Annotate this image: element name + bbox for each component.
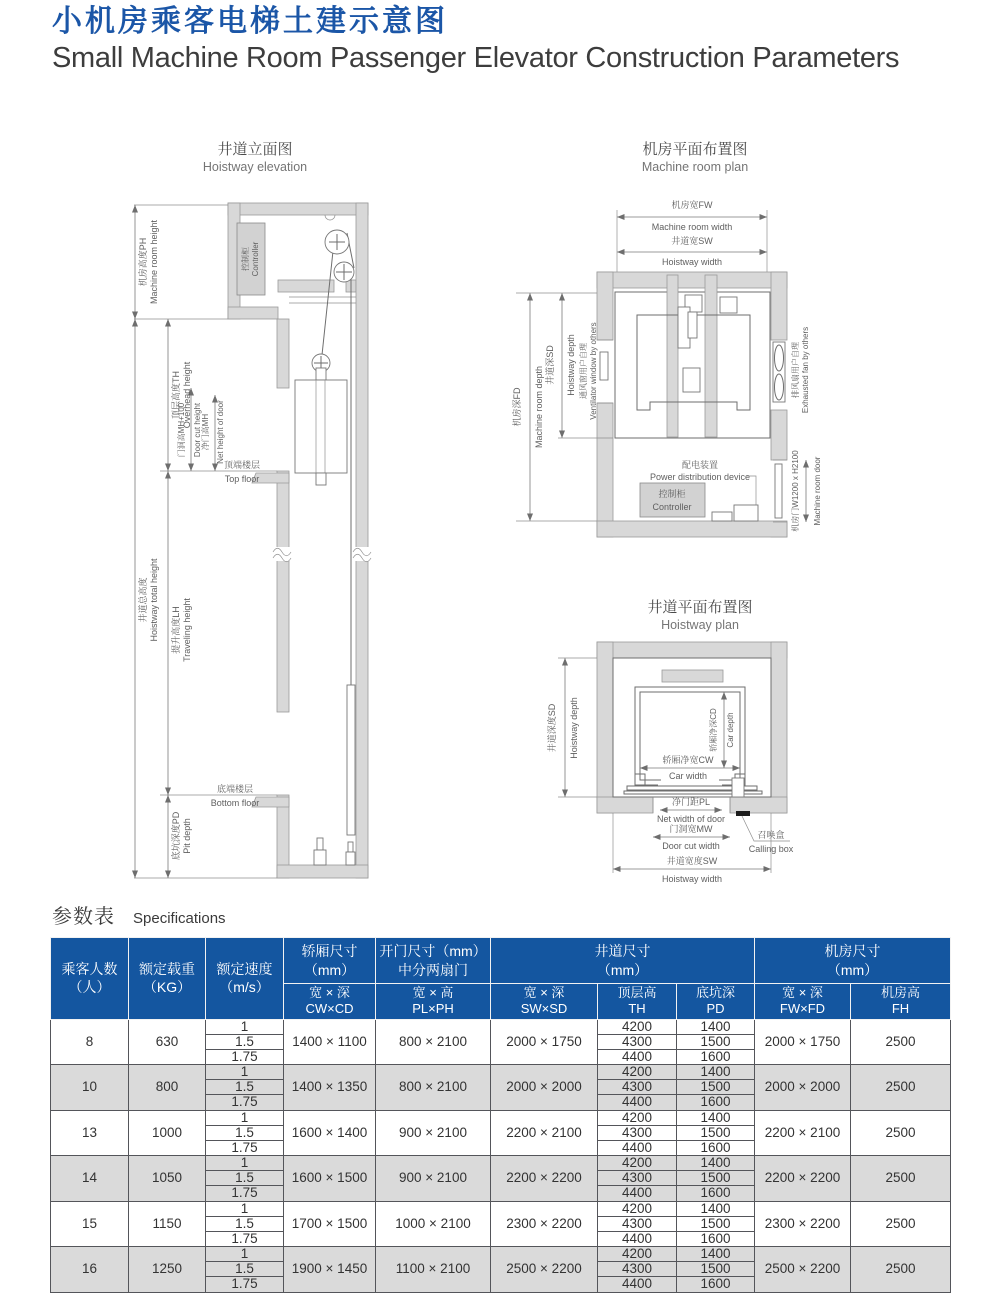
elev-title-en: Hoistway elevation bbox=[202, 160, 308, 174]
mrplan-label-controller-en: Controller bbox=[652, 502, 692, 512]
elev-label-topfloor-zh: 顶端楼层 bbox=[223, 460, 261, 470]
spec-table-body bbox=[51, 1019, 951, 1292]
spec-cell-load: 1150 bbox=[129, 1201, 206, 1247]
spec-table bbox=[50, 937, 951, 1293]
spec-cell-hoistway-size: 2000 × 1750 bbox=[491, 1019, 598, 1065]
spec-cell-pit-depth: 1600 bbox=[677, 1140, 755, 1155]
spec-cell-pit-depth: 1400 bbox=[677, 1019, 755, 1034]
spec-cell-pit-depth: 1500 bbox=[677, 1080, 755, 1095]
page-title-en: Small Machine Room Passenger Elevator Construction Parameters bbox=[52, 42, 900, 74]
spec-cell-car-size: 1600 × 1500 bbox=[284, 1156, 376, 1202]
spec-cell-machine-room-height: 2500 bbox=[851, 1065, 951, 1111]
spec-cell-speed: 1.75 bbox=[206, 1140, 284, 1155]
spec-cell-pit-depth: 1500 bbox=[677, 1216, 755, 1231]
hwplan-label-cd-zh: 轿厢净深CD bbox=[709, 708, 718, 752]
spec-cell-top-floor-height: 4400 bbox=[598, 1186, 677, 1201]
hwplan-label-pl-zh: 净门距PL bbox=[671, 797, 711, 807]
spec-cell-load: 1000 bbox=[129, 1110, 206, 1156]
elev-label-lh-en: Traveling height bbox=[182, 598, 192, 662]
spec-cell-top-floor-height: 4200 bbox=[598, 1156, 677, 1171]
hwplan-car bbox=[613, 658, 771, 816]
spec-cell-machine-room-size: 2300 × 2200 bbox=[755, 1201, 851, 1247]
elev-label-mh100-en: Door cut height bbox=[193, 402, 202, 458]
elev-dimensions bbox=[135, 205, 215, 878]
elev-label-mh100-zh: 门洞高MH+100 bbox=[177, 402, 186, 458]
spec-cell-car-size: 1400 × 1100 bbox=[284, 1019, 376, 1065]
mrplan-label-sd-en: Hoistway depth bbox=[566, 334, 576, 396]
col-header-hoistway-size: 井道尺寸 （mm） bbox=[491, 938, 755, 984]
mrplan-controller bbox=[640, 483, 705, 517]
spec-cell-machine-room-size: 2000 × 2000 bbox=[755, 1065, 851, 1111]
spec-cell-top-floor-height: 4300 bbox=[598, 1171, 677, 1186]
spec-row-8-speed-1 bbox=[51, 1019, 951, 1034]
elev-label-mh-en: Net height of door bbox=[216, 400, 225, 464]
spec-cell-pit-depth: 1500 bbox=[677, 1262, 755, 1277]
mrplan-label-fd-zh: 机房深FD bbox=[512, 387, 522, 427]
spec-cell-door-size: 800 × 2100 bbox=[376, 1019, 491, 1065]
elev-label-topfloor-en: Top floor bbox=[224, 474, 260, 484]
spec-cell-top-floor-height: 4300 bbox=[598, 1216, 677, 1231]
spec-cell-speed: 1 bbox=[206, 1201, 284, 1216]
page-title-zh: 小机房乘客电梯土建示意图 bbox=[52, 5, 448, 38]
spec-cell-passengers: 14 bbox=[51, 1156, 129, 1202]
col-header-passengers: 乘客人数 （人） bbox=[51, 938, 129, 1020]
spec-cell-top-floor-height: 4200 bbox=[598, 1110, 677, 1125]
spec-row-14-speed-1 bbox=[51, 1156, 951, 1171]
hwplan-title-zh: 井道平面布置图 bbox=[647, 599, 753, 616]
spec-cell-top-floor-height: 4300 bbox=[598, 1262, 677, 1277]
elev-label-bottomfloor-en: Bottom floor bbox=[210, 798, 260, 808]
spec-cell-speed: 1.5 bbox=[206, 1125, 284, 1140]
spec-cell-load: 1050 bbox=[129, 1156, 206, 1202]
mrplan-label-pdd-zh: 配电装置 bbox=[681, 460, 719, 470]
elev-break-marks bbox=[273, 547, 373, 562]
specs-heading-zh: 参数表 bbox=[52, 906, 115, 928]
spec-cell-speed: 1.5 bbox=[206, 1216, 284, 1231]
col-subheader-pd: 底坑深 PD bbox=[677, 984, 755, 1020]
col-subheader-th: 顶层高 TH bbox=[598, 984, 677, 1020]
spec-cell-passengers: 10 bbox=[51, 1065, 129, 1111]
spec-cell-door-size: 1100 × 2100 bbox=[376, 1247, 491, 1293]
col-header-door-size: 开门尺寸（mm） 中分两扇门 bbox=[376, 938, 491, 984]
mrplan-title-zh: 机房平面布置图 bbox=[642, 141, 748, 158]
elev-label-ph-en: Machine room height bbox=[149, 219, 159, 305]
spec-cell-pit-depth: 1400 bbox=[677, 1201, 755, 1216]
specs-heading bbox=[52, 900, 226, 929]
mrplan-title-en: Machine room plan bbox=[641, 160, 749, 174]
spec-cell-pit-depth: 1400 bbox=[677, 1247, 755, 1262]
spec-cell-pit-depth: 1400 bbox=[677, 1110, 755, 1125]
spec-cell-speed: 1 bbox=[206, 1019, 284, 1034]
spec-cell-pit-depth: 1400 bbox=[677, 1156, 755, 1171]
spec-cell-machine-room-height: 2500 bbox=[851, 1110, 951, 1156]
spec-cell-pit-depth: 1600 bbox=[677, 1095, 755, 1110]
spec-cell-pit-depth: 1600 bbox=[677, 1049, 755, 1064]
spec-cell-speed: 1 bbox=[206, 1156, 284, 1171]
spec-cell-machine-room-size: 2200 × 2200 bbox=[755, 1156, 851, 1202]
col-subheader-plph: 宽 × 高 PL×PH bbox=[376, 984, 491, 1020]
col-subheader-fwfd: 宽 × 深 FW×FD bbox=[755, 984, 851, 1020]
spec-table-head bbox=[51, 938, 951, 1020]
machine-room-plan-diagram bbox=[490, 140, 862, 600]
elev-title-zh: 井道立面图 bbox=[217, 141, 293, 158]
spec-cell-top-floor-height: 4200 bbox=[598, 1201, 677, 1216]
spec-cell-speed: 1.75 bbox=[206, 1277, 284, 1292]
spec-cell-machine-room-height: 2500 bbox=[851, 1019, 951, 1065]
spec-cell-pit-depth: 1500 bbox=[677, 1171, 755, 1186]
elev-label-total-zh: 井道总高度 bbox=[138, 577, 148, 623]
mrplan-label-fan-en: Exhausted fan by others bbox=[801, 326, 810, 414]
mrplan-label-fd-en: Machine room depth bbox=[534, 365, 544, 449]
spec-cell-speed: 1.75 bbox=[206, 1049, 284, 1064]
mrplan-hoistway bbox=[615, 275, 770, 438]
spec-cell-car-size: 1400 × 1350 bbox=[284, 1065, 376, 1111]
mrplan-label-fw-en: Machine room width bbox=[651, 222, 733, 232]
elev-label-pd-en: Pit depth bbox=[182, 818, 192, 854]
col-header-speed: 额定速度 （m/s） bbox=[206, 938, 284, 1020]
mrplan-label-fw-zh: 机房宽FW bbox=[671, 200, 713, 210]
elev-label-th-zh: 顶层高度TH bbox=[171, 371, 181, 419]
mrplan-exhaust-fan bbox=[773, 342, 785, 402]
spec-cell-top-floor-height: 4400 bbox=[598, 1231, 677, 1246]
mrplan-label-door-en: Machine room door bbox=[813, 456, 822, 526]
spec-cell-machine-room-height: 2500 bbox=[851, 1201, 951, 1247]
hwplan-title-en: Hoistway plan bbox=[661, 618, 739, 632]
spec-cell-speed: 1 bbox=[206, 1110, 284, 1125]
spec-cell-top-floor-height: 4300 bbox=[598, 1080, 677, 1095]
spec-cell-machine-room-height: 2500 bbox=[851, 1247, 951, 1293]
page-header bbox=[52, 4, 899, 75]
spec-cell-top-floor-height: 4400 bbox=[598, 1140, 677, 1155]
elev-car-and-counterweight bbox=[295, 354, 355, 865]
spec-cell-door-size: 1000 × 2100 bbox=[376, 1201, 491, 1247]
hwplan-label-cd-en: Car depth bbox=[726, 712, 735, 748]
spec-cell-top-floor-height: 4400 bbox=[598, 1049, 677, 1064]
spec-cell-top-floor-height: 4200 bbox=[598, 1065, 677, 1080]
elev-label-mh-zh: 净门高MH bbox=[201, 413, 210, 451]
hwplan-label-mw-en: Door cut width bbox=[662, 841, 720, 851]
hoistway-elevation-diagram bbox=[90, 140, 460, 895]
spec-cell-passengers: 8 bbox=[51, 1019, 129, 1065]
spec-cell-speed: 1.5 bbox=[206, 1171, 284, 1186]
hwplan-label-pl-en: Net width of door bbox=[656, 814, 726, 824]
spec-cell-passengers: 13 bbox=[51, 1110, 129, 1156]
hwplan-label-sd-en: Hoistway depth bbox=[569, 697, 579, 759]
spec-cell-pit-depth: 1500 bbox=[677, 1125, 755, 1140]
spec-cell-door-size: 800 × 2100 bbox=[376, 1065, 491, 1111]
mrplan-label-door-zh: 机房门W1200 x H2100 bbox=[791, 450, 800, 532]
spec-row-13-speed-1 bbox=[51, 1110, 951, 1125]
spec-cell-hoistway-size: 2300 × 2200 bbox=[491, 1201, 598, 1247]
mrplan-label-vent-zh: 通风窗用户自理 bbox=[579, 343, 588, 399]
mrplan-label-sw-en: Hoistway width bbox=[661, 257, 723, 267]
elev-label-ph-zh: 机房高度PH bbox=[138, 237, 148, 287]
spec-cell-door-size: 900 × 2100 bbox=[376, 1110, 491, 1156]
spec-cell-machine-room-size: 2000 × 1750 bbox=[755, 1019, 851, 1065]
mrplan-label-sw-zh: 井道宽SW bbox=[671, 236, 713, 246]
spec-cell-top-floor-height: 4400 bbox=[598, 1277, 677, 1292]
spec-cell-door-size: 900 × 2100 bbox=[376, 1156, 491, 1202]
mrplan-label-vent-en: Ventilator window by others bbox=[589, 322, 598, 420]
col-header-machine-room-size: 机房尺寸 （mm） bbox=[755, 938, 951, 984]
elev-label-total-en: Hoistway total height bbox=[149, 558, 159, 642]
spec-cell-speed: 1.5 bbox=[206, 1034, 284, 1049]
hwplan-label-sw-zh: 井道宽度SW bbox=[666, 856, 718, 866]
mrplan-label-fan-zh: 排风扇用户自理 bbox=[791, 342, 800, 398]
elev-label-controller-zh: 控制柜 bbox=[241, 247, 250, 271]
spec-cell-load: 800 bbox=[129, 1065, 206, 1111]
hwplan-label-mw-zh: 门洞宽MW bbox=[669, 824, 713, 834]
elev-level-lines bbox=[134, 205, 277, 878]
spec-row-16-speed-1 bbox=[51, 1247, 951, 1262]
spec-cell-speed: 1 bbox=[206, 1247, 284, 1262]
spec-cell-car-size: 1700 × 1500 bbox=[284, 1201, 376, 1247]
hwplan-label-sd-zh: 井道深度SD bbox=[547, 703, 557, 753]
col-subheader-swsd: 宽 × 深 SW×SD bbox=[491, 984, 598, 1020]
spec-row-15-speed-1 bbox=[51, 1201, 951, 1216]
spec-cell-hoistway-size: 2500 × 2200 bbox=[491, 1247, 598, 1293]
mrplan-label-sd-zh: 井道深SD bbox=[545, 345, 555, 385]
specs-heading-en: Specifications bbox=[133, 910, 226, 927]
elev-label-pd-zh: 底坑深度PD bbox=[171, 811, 181, 861]
col-subheader-cwcd: 宽 × 深 CW×CD bbox=[284, 984, 376, 1020]
hwplan-label-call-en: Calling box bbox=[748, 844, 794, 854]
hwplan-label-sw-en: Hoistway width bbox=[661, 874, 723, 884]
spec-cell-speed: 1.75 bbox=[206, 1095, 284, 1110]
spec-cell-load: 630 bbox=[129, 1019, 206, 1065]
spec-cell-pit-depth: 1600 bbox=[677, 1277, 755, 1292]
spec-cell-speed: 1.75 bbox=[206, 1231, 284, 1246]
spec-cell-car-size: 1600 × 1400 bbox=[284, 1110, 376, 1156]
spec-cell-pit-depth: 1600 bbox=[677, 1231, 755, 1246]
col-header-car-size: 轿厢尺寸 （mm） bbox=[284, 938, 376, 984]
col-subheader-fh: 机房高 FH bbox=[851, 984, 951, 1020]
hoistway-plan-diagram bbox=[528, 598, 900, 895]
mrplan-label-controller-zh: 控制柜 bbox=[658, 489, 686, 499]
spec-cell-speed: 1.5 bbox=[206, 1262, 284, 1277]
spec-cell-top-floor-height: 4200 bbox=[598, 1247, 677, 1262]
elev-label-controller-en: Controller bbox=[251, 241, 260, 277]
mrplan-machine-room-door bbox=[773, 460, 806, 522]
spec-cell-top-floor-height: 4300 bbox=[598, 1125, 677, 1140]
spec-cell-passengers: 16 bbox=[51, 1247, 129, 1293]
spec-cell-machine-room-size: 2200 × 2100 bbox=[755, 1110, 851, 1156]
spec-row-10-speed-1 bbox=[51, 1065, 951, 1080]
mrplan-label-pdd-en: Power distribution device bbox=[649, 472, 751, 482]
spec-cell-machine-room-height: 2500 bbox=[851, 1156, 951, 1202]
elev-label-bottomfloor-zh: 底端楼层 bbox=[216, 784, 254, 794]
spec-cell-speed: 1 bbox=[206, 1065, 284, 1080]
spec-cell-hoistway-size: 2000 × 2000 bbox=[491, 1065, 598, 1111]
hwplan-label-cw-zh: 轿厢净宽CW bbox=[662, 755, 714, 765]
spec-cell-passengers: 15 bbox=[51, 1201, 129, 1247]
col-header-load: 额定载重 （KG） bbox=[129, 938, 206, 1020]
elev-label-th-en: Overhead height bbox=[182, 361, 192, 429]
spec-cell-top-floor-height: 4400 bbox=[598, 1095, 677, 1110]
spec-cell-pit-depth: 1500 bbox=[677, 1034, 755, 1049]
spec-cell-speed: 1.75 bbox=[206, 1186, 284, 1201]
hwplan-walls bbox=[597, 642, 787, 813]
spec-cell-pit-depth: 1400 bbox=[677, 1065, 755, 1080]
spec-cell-speed: 1.5 bbox=[206, 1080, 284, 1095]
spec-cell-car-size: 1900 × 1450 bbox=[284, 1247, 376, 1293]
spec-cell-machine-room-size: 2500 × 2200 bbox=[755, 1247, 851, 1293]
hwplan-label-call-zh: 召唤盒 bbox=[757, 830, 785, 840]
spec-cell-top-floor-height: 4300 bbox=[598, 1034, 677, 1049]
elev-label-lh-zh: 提升高度LH bbox=[171, 606, 181, 654]
spec-cell-hoistway-size: 2200 × 2100 bbox=[491, 1110, 598, 1156]
spec-cell-pit-depth: 1600 bbox=[677, 1186, 755, 1201]
spec-cell-hoistway-size: 2200 × 2200 bbox=[491, 1156, 598, 1202]
spec-cell-load: 1250 bbox=[129, 1247, 206, 1293]
spec-cell-top-floor-height: 4200 bbox=[598, 1019, 677, 1034]
mrplan-vent-window bbox=[597, 340, 613, 403]
mrplan-top-dimensions bbox=[617, 199, 767, 272]
hwplan-label-cw-en: Car width bbox=[668, 771, 708, 781]
